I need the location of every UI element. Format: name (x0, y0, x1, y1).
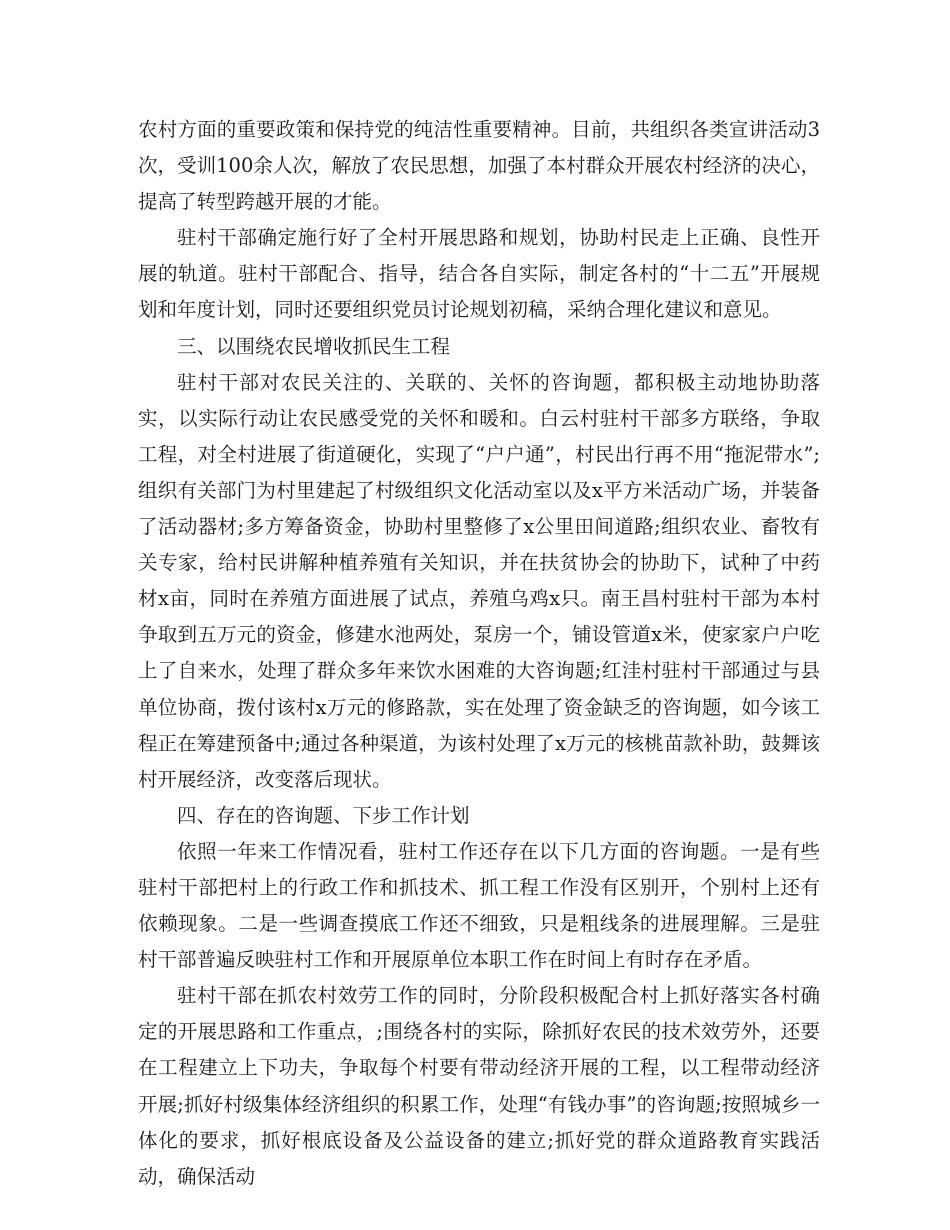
document-body (138, 112, 820, 1195)
paragraph-4: 依照一年来工作情况看，驻村工作还存在以下几方面的咨询题。一是有些驻村干部把村上的行政工作和抓技术、抓工程工作没有区别开，个别村上还有依赖现象。二是一些调查摸底工作还不细致，只是粗线条的进展理解。三是驻村干部普遍反映驻村工作和开展原单位本职工作在时间上有时存在矛盾。 (138, 839, 820, 972)
paragraph-1: 农村方面的重要政策和保持党的纯洁性重要精神。目前，共组织各类宣讲活动3次，受训100余人次，解放了农民思想，加强了本村群众开展农村经济的决心，提高了转型跨越开展的才能。 (138, 118, 820, 214)
paragraph-2: 驻村干部确定施行好了全村开展思路和规划，协助村民走上正确、良性开展的轨道。驻村干部配合、指导，结合各自实际，制定各村的“十二五”开展规划和年度计划，同时还要组织党员讨论规划初稿，采纳合理化建议和意见。 (138, 226, 820, 322)
section-heading-4: 四、存在的咨询题、下步工作计划 (177, 803, 470, 827)
paragraph-5: 驻村干部在抓农村效劳工作的同时，分阶段积极配合村上抓好落实各村确定的开展思路和工作重点，;围绕各村的实际，除抓好农民的技术效劳外，还要在工程建立上下功夫，争取每个村要有带动经济开展的工程，以工程带动经济开展;抓好村级集体经济组织的积累工作，处理“有钱办事”的咨询题;按照城乡一体化的要求，抓好根底设备及公益设备的建立;抓好党的群众道路教育实践活动，确保活动 (138, 984, 821, 1188)
paragraph-3: 驻村干部对农民关注的、关联的、关怀的咨询题，都积极主动地协助落实，以实际行动让农民感受党的关怀和暖和。白云村驻村干部多方联络，争取工程，对全村进展了街道硬化，实现了“户户通”，村民出行再不用“拖泥带水”;组织有关部门为村里建起了村级组织文化活动室以及x平方米活动广场，并装备了活动器材;多方筹备资金，协助村里整修了x公里田间道路;组织农业、畜牧有关专家，给村民讲解种植养殖有关知识，并在扶贫协会的协助下，试种了中药材x亩，同时在养殖方面进展了试点，养殖乌鸡x只。南王昌村驻村干部为本村争取到五万元的资金，修建水池两处，泵房一个，铺设管道x米，使家家户户吃上了自来水，处理了群众多年来饮水困难的大咨询题;红洼村驻村干部通过与县单位协商，拨付该村x万元的修路款，实在处理了资金缺乏的咨询题，如今该工程正在筹建预备中;通过各种渠道，为该村处理了x万元的核桃苗款补助，鼓舞该村开展经济，改变落后现状。 (138, 370, 820, 791)
section-heading-3: 三、以围绕农民增收抓民生工程 (177, 334, 451, 358)
